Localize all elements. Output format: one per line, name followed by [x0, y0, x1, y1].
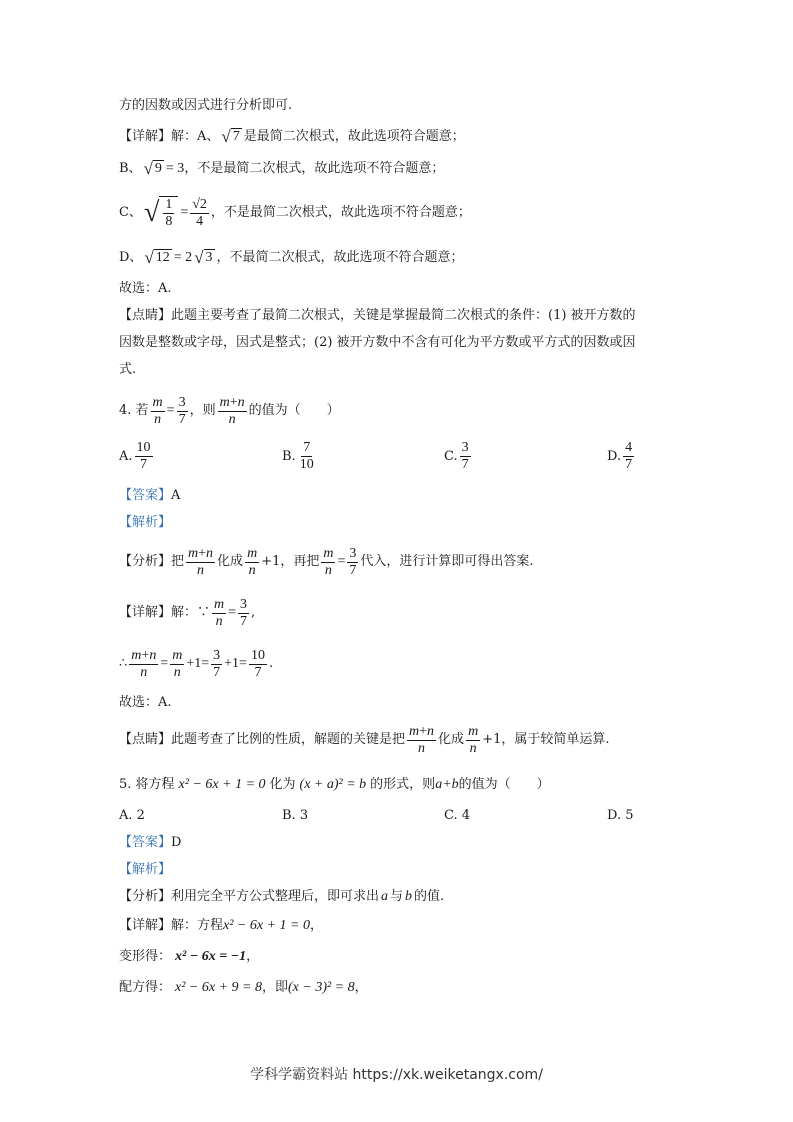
question-4-stem: 4. 若 $\frac{m}{n}$ = $\frac{3}{7}$ ，则 $\frac{m+n}{n}$ 的值为（ ） — [119, 394, 340, 427]
dianjing-line: 【点睛】此题考查了比例的性质，解题的关键是把 $\frac{m+n}{n}$ 化成 $\frac{m}{n}$ +1，属于较简单运算. — [119, 723, 610, 756]
peifang-line: 配方得： x² − 6x + 9 = 8 ，即 (x − 3)² = 8 ， — [119, 980, 368, 995]
option-c: C. 4 — [444, 808, 471, 823]
text-span: ，不是最简二次根式，故此选项不符合题意； — [210, 205, 471, 220]
analysis-tag: 【解析】 — [119, 862, 172, 877]
sqrt-expression: √ 9 — [143, 159, 162, 178]
equation-text: = 3 — [165, 161, 185, 176]
option-d: D. $\frac{4}{7}$ — [607, 440, 633, 472]
option-d: D. 5 — [607, 808, 634, 823]
option-b: B. $\frac{7}{10}$ — [282, 440, 314, 472]
detail-line: 【详解】解：方程 x² − 6x + 1 = 0 ， — [119, 918, 323, 933]
text-span: ，不最简二次根式，故此选项不符合题意； — [216, 250, 464, 265]
sqrt-expression: √ 12 — [144, 248, 170, 267]
text-span: C、 — [119, 205, 142, 220]
text-line — [119, 97, 292, 115]
option-c: C. $\frac{3}{7}$ — [444, 440, 469, 472]
option-a: A. $\frac{10}{7}$ — [119, 440, 151, 472]
bianxing-line: 变形得： x² − 6x = −1 ， — [119, 949, 260, 964]
text-span: 方的因数或因式进行分析即可. — [119, 98, 293, 113]
fraction: $\frac{√2}{4}$ — [192, 196, 207, 229]
text-span: ，不是最简二次根式，故此选项不符合题意； — [184, 161, 445, 176]
detail-line-d — [119, 249, 464, 267]
answer-line: 【答案】 A — [119, 488, 181, 503]
therefore-line: ∴ $\frac{m+n}{n}$ = $\frac{m}{n}$ +1= $\frac{3}{7}$ +1= $\frac{10}{7}$ . — [119, 647, 274, 680]
sqrt-expression: √ 7 — [221, 127, 240, 146]
text-span: 【详解】解：A、 — [119, 129, 220, 144]
detail-line-c: C、 √ $\frac{1}{8}$ = $\frac{√2}{4}$ ，不是最简二次根式，故此选项不符合题意； — [119, 196, 471, 229]
fenxi-line: 【分析】利用完全平方公式整理后，即可求出 a 与 b 的值. — [119, 889, 445, 904]
page-footer: 学科学霸资料站 https://xk.weiketangx.com/ — [250, 1067, 543, 1083]
equation-text: = 2 — [173, 250, 193, 265]
option-a: A. 2 — [119, 808, 145, 823]
text-line: 故选：A. — [119, 695, 172, 710]
text-span: 是最简二次根式，故此选项符合题意； — [243, 129, 465, 144]
fenxi-line: 【分析】把 $\frac{m+n}{n}$ 化成 $\frac{m}{n}$ +1，再把 $\frac{m}{n}$ = $\frac{3}{7}$ 代入，进行计算即可得出答案. — [119, 545, 534, 578]
sqrt-fraction: √ $\frac{1}{8}$ — [144, 196, 178, 230]
text-line: 【点睛】此题主要考查了最简二次根式，关键是掌握最简二次根式的条件：(1) 被开方数的 — [119, 308, 636, 323]
answer-line: 【答案】 D — [119, 835, 182, 850]
analysis-tag: 【解析】 — [119, 515, 172, 530]
text-span: B、 — [119, 161, 142, 176]
text-span: D、 — [119, 250, 143, 265]
option-b: B. 3 — [282, 808, 309, 823]
text-line: 因数是整数或字母，因式是整式；(2) 被开方数中不含有可化为平方数或平方式的因数或因 — [119, 335, 636, 350]
sqrt-expression: √ 3 — [194, 248, 213, 267]
question-5-stem: 5. 将方程 x² − 6x + 1 = 0 化为 (x + a)² = b 的形式，则 a+b 的值为（ ） — [119, 777, 550, 792]
text-line: 式. — [119, 362, 137, 377]
text-line: 故选：A. — [119, 281, 172, 296]
detail-line: 【详解】解：∵ $\frac{m}{n}$ = $\frac{3}{7}$ , — [119, 596, 256, 629]
detail-line-a — [119, 128, 465, 146]
detail-line-b — [119, 160, 444, 178]
